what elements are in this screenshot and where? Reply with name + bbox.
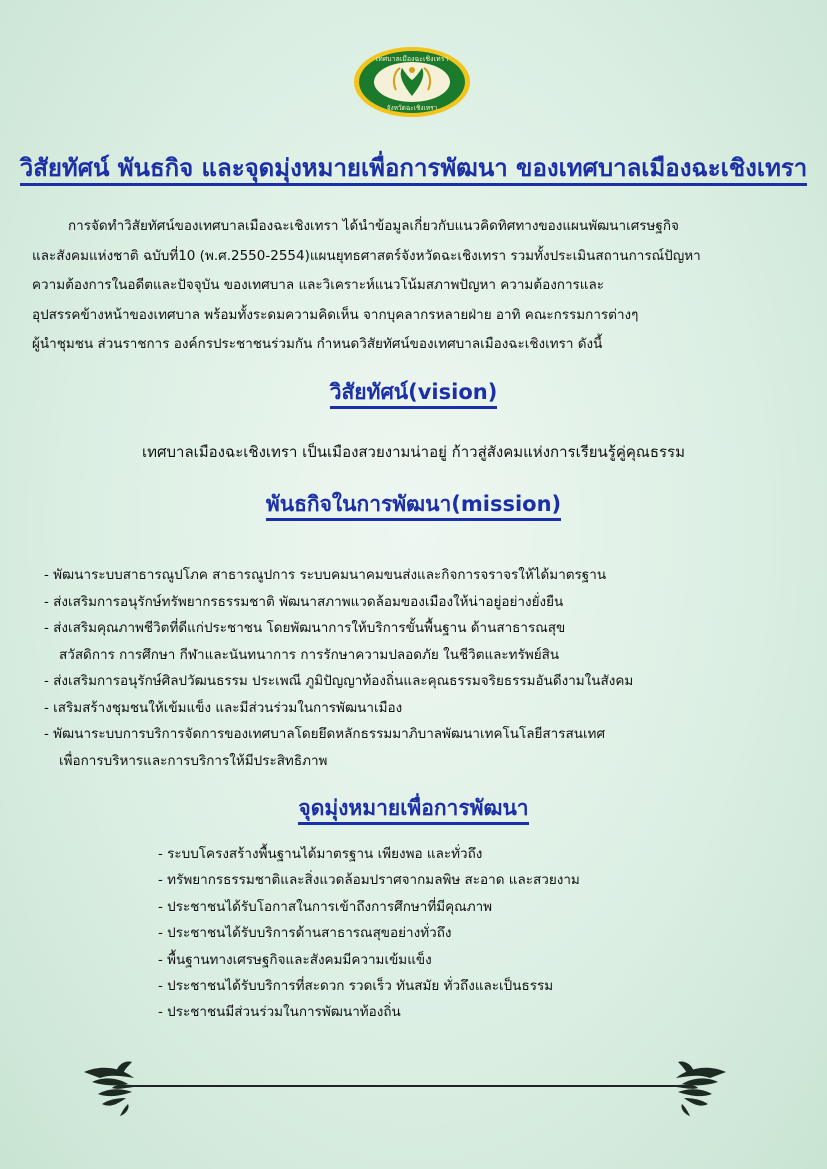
left-flourish-icon — [84, 1061, 142, 1116]
intro-line: อุปสรรคข้างหน้าของเทศบาล พร้อมทั้งระดมความคิดเห็น จากบุคลากรหลายฝ่าย อาทิ คณะกรรมการต่างๆ — [32, 306, 639, 323]
seal-bottom-text: จังหวัดฉะเชิงเทรา — [386, 104, 438, 112]
list-item: - พื้นฐานทางเศรษฐกิจและสังคมมีความเข้มแข็ง — [158, 951, 432, 968]
list-item: - ประชาชนได้รับโอกาสในการเข้าถึงการศึกษาที่มีคุณภาพ — [158, 898, 493, 915]
vision-statement: เทศบาลเมืองฉะเชิงเทรา เป็นเมืองสวยงามน่าอยู่ ก้าวสู่สังคมแห่งการเรียนรู้คู่คุณธรรม — [141, 443, 686, 461]
list-item: - ส่งเสริมการอนุรักษ์ทรัพยากรธรรมชาติ พัฒนาสภาพแวดล้อมของเมืองให้น่าอยู่อย่างยั่งยืน — [44, 593, 564, 610]
list-item: - ประชาชนมีส่วนร่วมในการพัฒนาท้องถิ่น — [158, 1004, 401, 1021]
intro-line: และสังคมแห่งชาติ ฉบับที่10 (พ.ศ.2550-2554)แผนยุทธศาสตร์จังหวัดฉะเชิงเทรา รวมทั้งประเมินสถานการณ์ปัญหา — [32, 247, 701, 264]
page-title: วิสัยทัศน์ พันธกิจ และจุดมุ่งหมายเพื่อการพัฒนา ของเทศบาลเมืองฉะเชิงเทรา — [0, 148, 827, 187]
list-item: - ประชาชนได้รับบริการที่สะดวก รวดเร็ว ทันสมัย ทั่วถึงและเป็นธรรม — [158, 978, 554, 995]
goals-list — [158, 841, 758, 1026]
list-item: - เสริมสร้างชุมชนให้เข้มแข็ง และมีส่วนร่วมในการพัฒนาเมือง — [44, 699, 403, 716]
intro-line: การจัดทำวิสัยทัศน์ของเทศบาลเมืองฉะเชิงเทรา ได้นำข้อมูลเกี่ยวกับแนวคิดทิศทางของแผนพัฒนาเศรษฐกิจ — [68, 218, 679, 234]
mission-list — [44, 562, 804, 774]
list-item: - ระบบโครงสร้างพื้นฐานได้มาตรฐาน เพียงพอ และทั่วถึง — [158, 846, 483, 862]
mission-heading: พันธกิจในการพัฒนา(mission) — [0, 488, 827, 521]
decorative-divider — [82, 1058, 728, 1120]
list-item: - ประชาชนได้รับบริการด้านสาธารณสุขอย่างทั่วถึง — [158, 925, 452, 942]
seal-top-text: เทศบาลเมืองฉะเชิงเทรา — [375, 55, 449, 63]
municipality-seal-logo — [352, 46, 472, 118]
goals-heading: จุดมุ่งหมายเพื่อการพัฒนา — [0, 792, 827, 825]
intro-paragraph — [32, 212, 802, 360]
right-flourish-icon — [668, 1061, 726, 1116]
list-item-continuation: เพื่อการบริหารและการบริการให้มีประสิทธิภาพ — [59, 752, 328, 769]
list-item: - ส่งเสริมการอนุรักษ์ศิลปวัฒนธรรม ประเพณี ภูมิปัญญาท้องถิ่นและคุณธรรมจริยธรรมอันดีงามในสังคม — [44, 673, 634, 689]
list-item: - พัฒนาระบบการบริการจัดการของเทศบาลโดยยึดหลักธรรมมาภิบาลพัฒนาเทคโนโลยีสารสนเทศ — [44, 726, 606, 742]
list-item: - พัฒนาระบบสาธารณูปโภค สาธารณูปการ ระบบคมนาคมขนส่งและกิจการจราจรให้ได้มาตรฐาน — [44, 567, 607, 583]
list-item: - ส่งเสริมคุณภาพชีวิตที่ดีแก่ประชาชน โดยพัฒนาการให้บริการขั้นพื้นฐาน ด้านสาธารณสุข — [44, 620, 566, 636]
list-item: - ทรัพยากรธรรมชาติและสิ่งแวดล้อมปราศจากมลพิษ สะอาด และสวยงาม — [158, 872, 580, 889]
list-item-continuation: สวัสดิการ การศึกษา กีฬาและนันทนาการ การรักษาความปลอดภัย ในชีวิตและทรัพย์สิน — [59, 646, 560, 663]
vision-heading: วิสัยทัศน์(vision) — [0, 376, 827, 409]
intro-line: ความต้องการในอดีตและปัจจุบัน ของเทศบาล และวิเคราะห์แนวโน้มสภาพปัญหา ความต้องการและ — [32, 277, 605, 293]
intro-line: ผู้นำชุมชน ส่วนราชการ องค์กรประชาชนร่วมกัน กำหนดวิสัยทัศน์ของเทศบาลเมืองฉะเชิงเทรา ดังนี้ — [32, 336, 603, 352]
